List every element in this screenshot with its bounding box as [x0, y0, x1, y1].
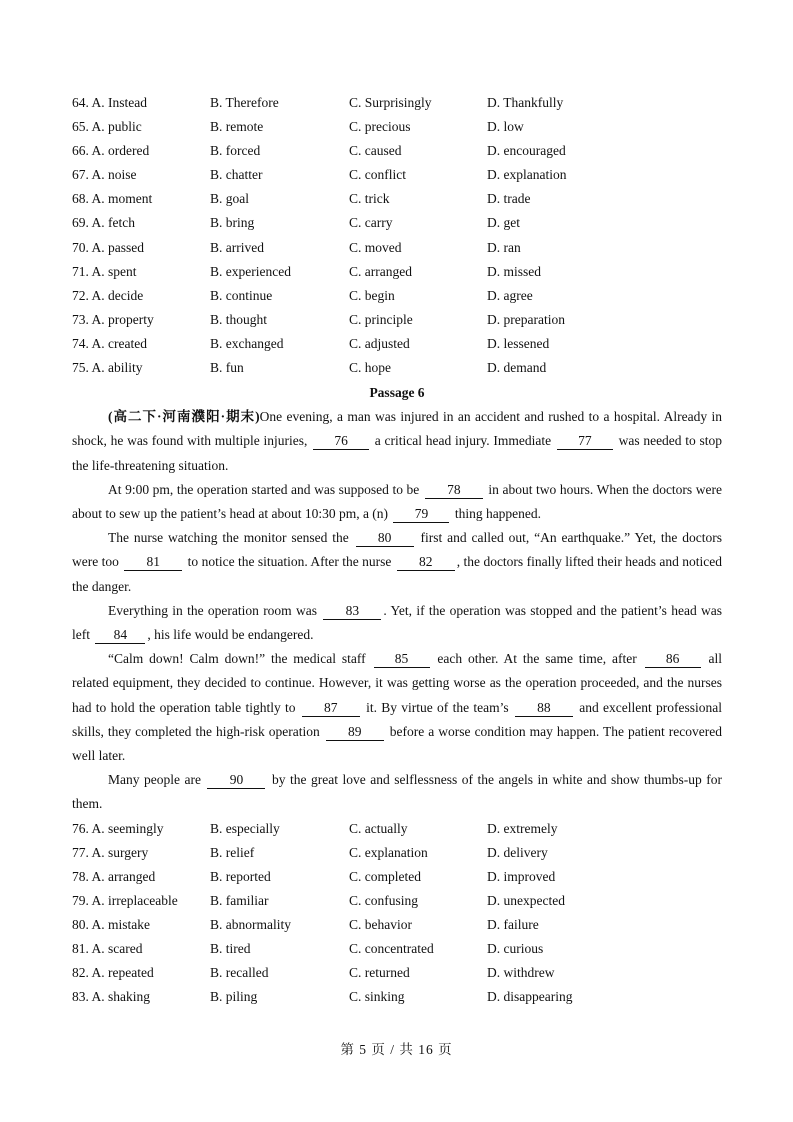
option-a: 64. A. Instead: [72, 95, 147, 110]
option-d: D. low: [487, 119, 524, 135]
option-row-78: [72, 865, 722, 889]
option-c: C. confusing: [349, 892, 418, 908]
blank-86: 86: [645, 650, 701, 668]
blank-81: 81: [124, 553, 182, 571]
option-a: 72. A. decide: [72, 287, 144, 303]
option-a: 74. A. created: [72, 335, 147, 351]
option-a: 71. A. spent: [72, 263, 137, 279]
blank-88: 88: [515, 699, 573, 717]
page-number-footer: 第 5 页 / 共 16 页: [340, 1042, 453, 1057]
option-b: B. relief: [210, 844, 255, 860]
option-d: D. lessened: [487, 335, 550, 351]
source-tag: (高二下·河南濮阳·期末): [108, 409, 260, 425]
blank-77: 77: [557, 432, 613, 450]
option-row-77: [72, 841, 722, 865]
option-c: C. explanation: [349, 844, 428, 860]
blank-84: 84: [95, 626, 145, 644]
option-c: C. concentrated: [349, 941, 434, 957]
option-c: C. carry: [349, 215, 393, 231]
blank-87: 87: [302, 699, 360, 717]
option-d: D. disappearing: [487, 989, 573, 1005]
option-a: 65. A. public: [72, 119, 142, 135]
option-a: 67. A. noise: [72, 167, 137, 183]
option-b: B. reported: [210, 868, 271, 884]
option-a: 79. A. irreplaceable: [72, 892, 178, 908]
option-row-79: [72, 889, 722, 913]
option-b: B. fun: [210, 360, 244, 376]
option-b: B. especially: [210, 820, 280, 836]
paragraph-6: Many people are 90 by the great love and selflessness of the angels in white and show thumbs-up for them.: [72, 772, 722, 812]
option-row-76: [72, 817, 722, 841]
option-b: B. goal: [210, 191, 249, 207]
option-a: 73. A. property: [72, 311, 154, 327]
option-row-72: [72, 284, 722, 308]
option-d: D. preparation: [487, 311, 565, 327]
option-b: B. experienced: [210, 263, 291, 279]
blank-85: 85: [374, 650, 430, 668]
option-c: C. actually: [349, 820, 408, 836]
blank-80: 80: [356, 529, 414, 547]
option-d: D. delivery: [487, 844, 548, 860]
option-a: 81. A. scared: [72, 941, 143, 957]
option-a: 70. A. passed: [72, 239, 144, 255]
paragraph-5: “Calm down! Calm down!” the medical staff 85 each other. At the same time, after 86 all related equipment, they decided to continue. However, it was getting worse as the operation proceeded, and the nurses had to hold the operation table tightly to 87 it. By virtue of the team’s 88 and excellent professional skills, they completed the high-risk operation 89 before a worse condition may happen. The patient recovered well later.: [72, 651, 723, 763]
option-row-82: [72, 961, 722, 985]
option-b: B. arrived: [210, 239, 264, 255]
option-row-69: [72, 211, 722, 235]
option-d: D. failure: [487, 916, 539, 932]
option-row-73: [72, 308, 722, 332]
option-row-74: [72, 332, 722, 356]
option-c: C. completed: [349, 868, 421, 884]
option-c: C. principle: [349, 311, 413, 327]
option-d: D. demand: [487, 360, 547, 376]
blank-90: 90: [207, 771, 265, 789]
option-b: B. Therefore: [210, 95, 279, 110]
option-b: B. tired: [210, 941, 251, 957]
option-c: C. sinking: [349, 989, 405, 1005]
option-row-66: [72, 139, 722, 163]
option-b: B. chatter: [210, 167, 263, 183]
option-row-81: [72, 937, 722, 961]
page-content: [72, 91, 722, 1009]
option-row-70: [72, 236, 722, 260]
option-c: C. returned: [349, 965, 410, 981]
option-c: C. trick: [349, 191, 390, 207]
option-a: 78. A. arranged: [72, 868, 156, 884]
option-a: 82. A. repeated: [72, 965, 154, 981]
option-row-71: [72, 260, 722, 284]
option-a: 80. A. mistake: [72, 916, 150, 932]
option-row-80: [72, 913, 722, 937]
option-c: C. caused: [349, 143, 402, 159]
option-d: D. explanation: [487, 167, 567, 183]
option-row-67: [72, 163, 722, 187]
option-d: D. get: [487, 215, 520, 231]
blank-76: 76: [313, 432, 369, 450]
option-b: B. thought: [210, 311, 268, 327]
option-b: B. continue: [210, 287, 273, 303]
option-d: D. unexpected: [487, 892, 565, 908]
blank-78: 78: [425, 481, 483, 499]
option-a: 75. A. ability: [72, 360, 143, 376]
option-row-83: [72, 985, 722, 1009]
paragraph-1: (高二下·河南濮阳·期末)One evening, a man was injured in an accident and rushed to a hospital. Already in shock, he was found with multiple injuries, 76 a critical head injury. Immediate 77 was needed to stop the life-threatening situation.: [72, 409, 723, 473]
option-b: B. recalled: [210, 965, 269, 981]
paragraph-2: At 9:00 pm, the operation started and was supposed to be 78 in about two hours. When the doctors were about to sew up the patient’s head at about 10:30 pm, a (n) 79 thing happened.: [72, 481, 722, 521]
option-b: B. familiar: [210, 892, 269, 908]
option-d: D. curious: [487, 941, 544, 957]
option-c: C. arranged: [349, 263, 412, 279]
option-a: 68. A. moment: [72, 191, 153, 207]
option-a: 66. A. ordered: [72, 143, 150, 159]
option-d: D. withdrew: [487, 965, 555, 981]
option-c: C. adjusted: [349, 335, 410, 351]
option-d: D. extremely: [487, 820, 558, 836]
options-list-bottom: [72, 817, 722, 1010]
option-c: C. hope: [349, 360, 391, 376]
option-d: D. missed: [487, 263, 541, 279]
option-c: C. Surprisingly: [349, 95, 432, 110]
option-row-75: [72, 356, 722, 380]
option-c: C. begin: [349, 287, 395, 303]
option-d: D. ran: [487, 239, 521, 255]
option-a: 77. A. surgery: [72, 844, 149, 860]
option-d: D. improved: [487, 868, 556, 884]
blank-83: 83: [323, 602, 381, 620]
option-b: B. abnormality: [210, 916, 291, 932]
option-b: B. remote: [210, 119, 264, 135]
option-c: C. precious: [349, 119, 411, 135]
option-b: B. piling: [210, 989, 258, 1005]
blank-82: 82: [397, 553, 455, 571]
paragraph-3: The nurse watching the monitor sensed the 80 first and called out, “An earthquake.” Yet, the doctors were too 81 to notice the situation. After the nurse 82 , the doctors finally lifted their heads and noticed the danger.: [72, 530, 722, 594]
blank-79: 79: [393, 505, 449, 523]
option-a: 83. A. shaking: [72, 989, 151, 1005]
paragraph-4: Everything in the operation room was 83 . Yet, if the operation was stopped and the patient’s head was left 84 , his life would be endangered.: [72, 602, 723, 642]
option-c: C. conflict: [349, 167, 406, 183]
option-c: C. behavior: [349, 916, 412, 932]
option-row-65: [72, 115, 722, 139]
option-d: D. encouraged: [487, 143, 566, 159]
option-row-64: [72, 91, 722, 115]
option-c: C. moved: [349, 239, 402, 255]
option-a: 76. A. seemingly: [72, 820, 164, 836]
option-row-68: [72, 187, 722, 211]
option-b: B. bring: [210, 215, 255, 231]
blank-89: 89: [326, 723, 384, 741]
passage-title: Passage 6: [369, 385, 425, 401]
option-a: 69. A. fetch: [72, 215, 135, 231]
option-b: B. exchanged: [210, 335, 284, 351]
options-list-top: [72, 91, 722, 380]
option-b: B. forced: [210, 143, 261, 159]
option-d: D. Thankfully: [487, 95, 564, 110]
option-d: D. agree: [487, 287, 533, 303]
option-d: D. trade: [487, 191, 531, 207]
